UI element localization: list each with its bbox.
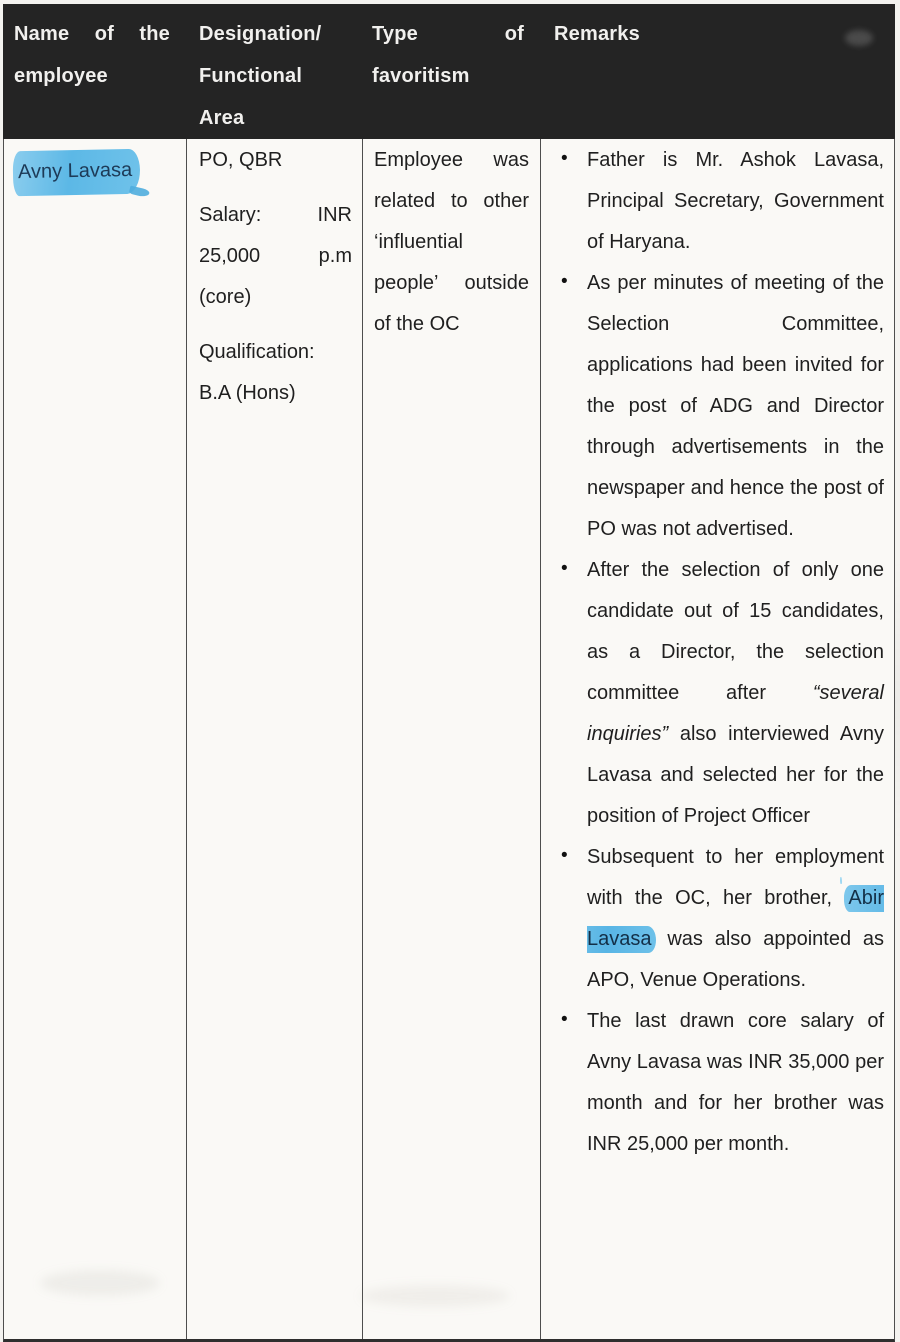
remark-text-segment: Subsequent to her employment with the OC, her brother, <box>587 846 884 909</box>
employee-favoritism-table <box>3 4 895 1342</box>
remark-text-segment: As per minutes of meeting of the Selection Committee, applications had been invited for the post of ADG and Director through advertisements in the newspaper and hence the post of PO was not advertised. <box>587 272 884 540</box>
remark-text-segment: also interviewed Avny Lavasa and selected her for the position of Project Officer <box>587 723 884 827</box>
remark-text-segment: “several inquiries” <box>587 682 884 745</box>
remarks-cell <box>541 139 894 1339</box>
table-row <box>3 139 895 1342</box>
remark-text-segment: After the selection of only one candidate out of 15 candidates, as a Director, the selection committee after <box>587 559 884 704</box>
remark-item <box>553 550 884 837</box>
remark-text-segment: was also appointed as APO, Venue Operations. <box>587 928 884 991</box>
bullet-icon: • <box>561 558 568 579</box>
bullet-icon: • <box>561 845 568 866</box>
employee-name-highlighted: Avny Lavasa <box>13 149 141 196</box>
name-cell <box>4 139 187 1339</box>
favoritism-cell <box>363 139 541 1339</box>
designation-paragraph: Qualification: B.A (Hons) <box>199 341 315 404</box>
header-designation-functional-area: Designation/ Functional Area <box>199 23 322 129</box>
favoritism-text: Employee was related to other ‘influential people’ outside of the OC <box>374 149 529 335</box>
table-header-row <box>3 4 895 139</box>
remark-text-segment: The last drawn core salary of Avny Lavasa was INR 35,000 per month and for her brother was INR 25,000 per month. <box>587 1010 884 1155</box>
remark-item <box>553 1001 884 1165</box>
marker-highlighted-text: Abir Lavasa <box>587 885 884 953</box>
header-type-of-favoritism: Type of favoritism <box>372 23 524 87</box>
header-remarks: Remarks <box>554 23 640 45</box>
remark-text-segment: Father is Mr. Ashok Lavasa, Principal Secretary, Government of Haryana. <box>587 149 884 253</box>
remark-item <box>553 140 884 263</box>
remark-item <box>553 837 884 1001</box>
remarks-list <box>553 140 884 1165</box>
bullet-icon: • <box>561 1009 568 1030</box>
remark-item <box>553 263 884 550</box>
header-name-of-employee: Name of the employee <box>14 23 170 87</box>
bullet-icon: • <box>561 148 568 169</box>
designation-paragraph: Salary: INR 25,000 p.m (core) <box>199 204 352 308</box>
designation-cell <box>187 139 363 1339</box>
bullet-icon: • <box>561 271 568 292</box>
designation-paragraph: PO, QBR <box>199 149 283 171</box>
